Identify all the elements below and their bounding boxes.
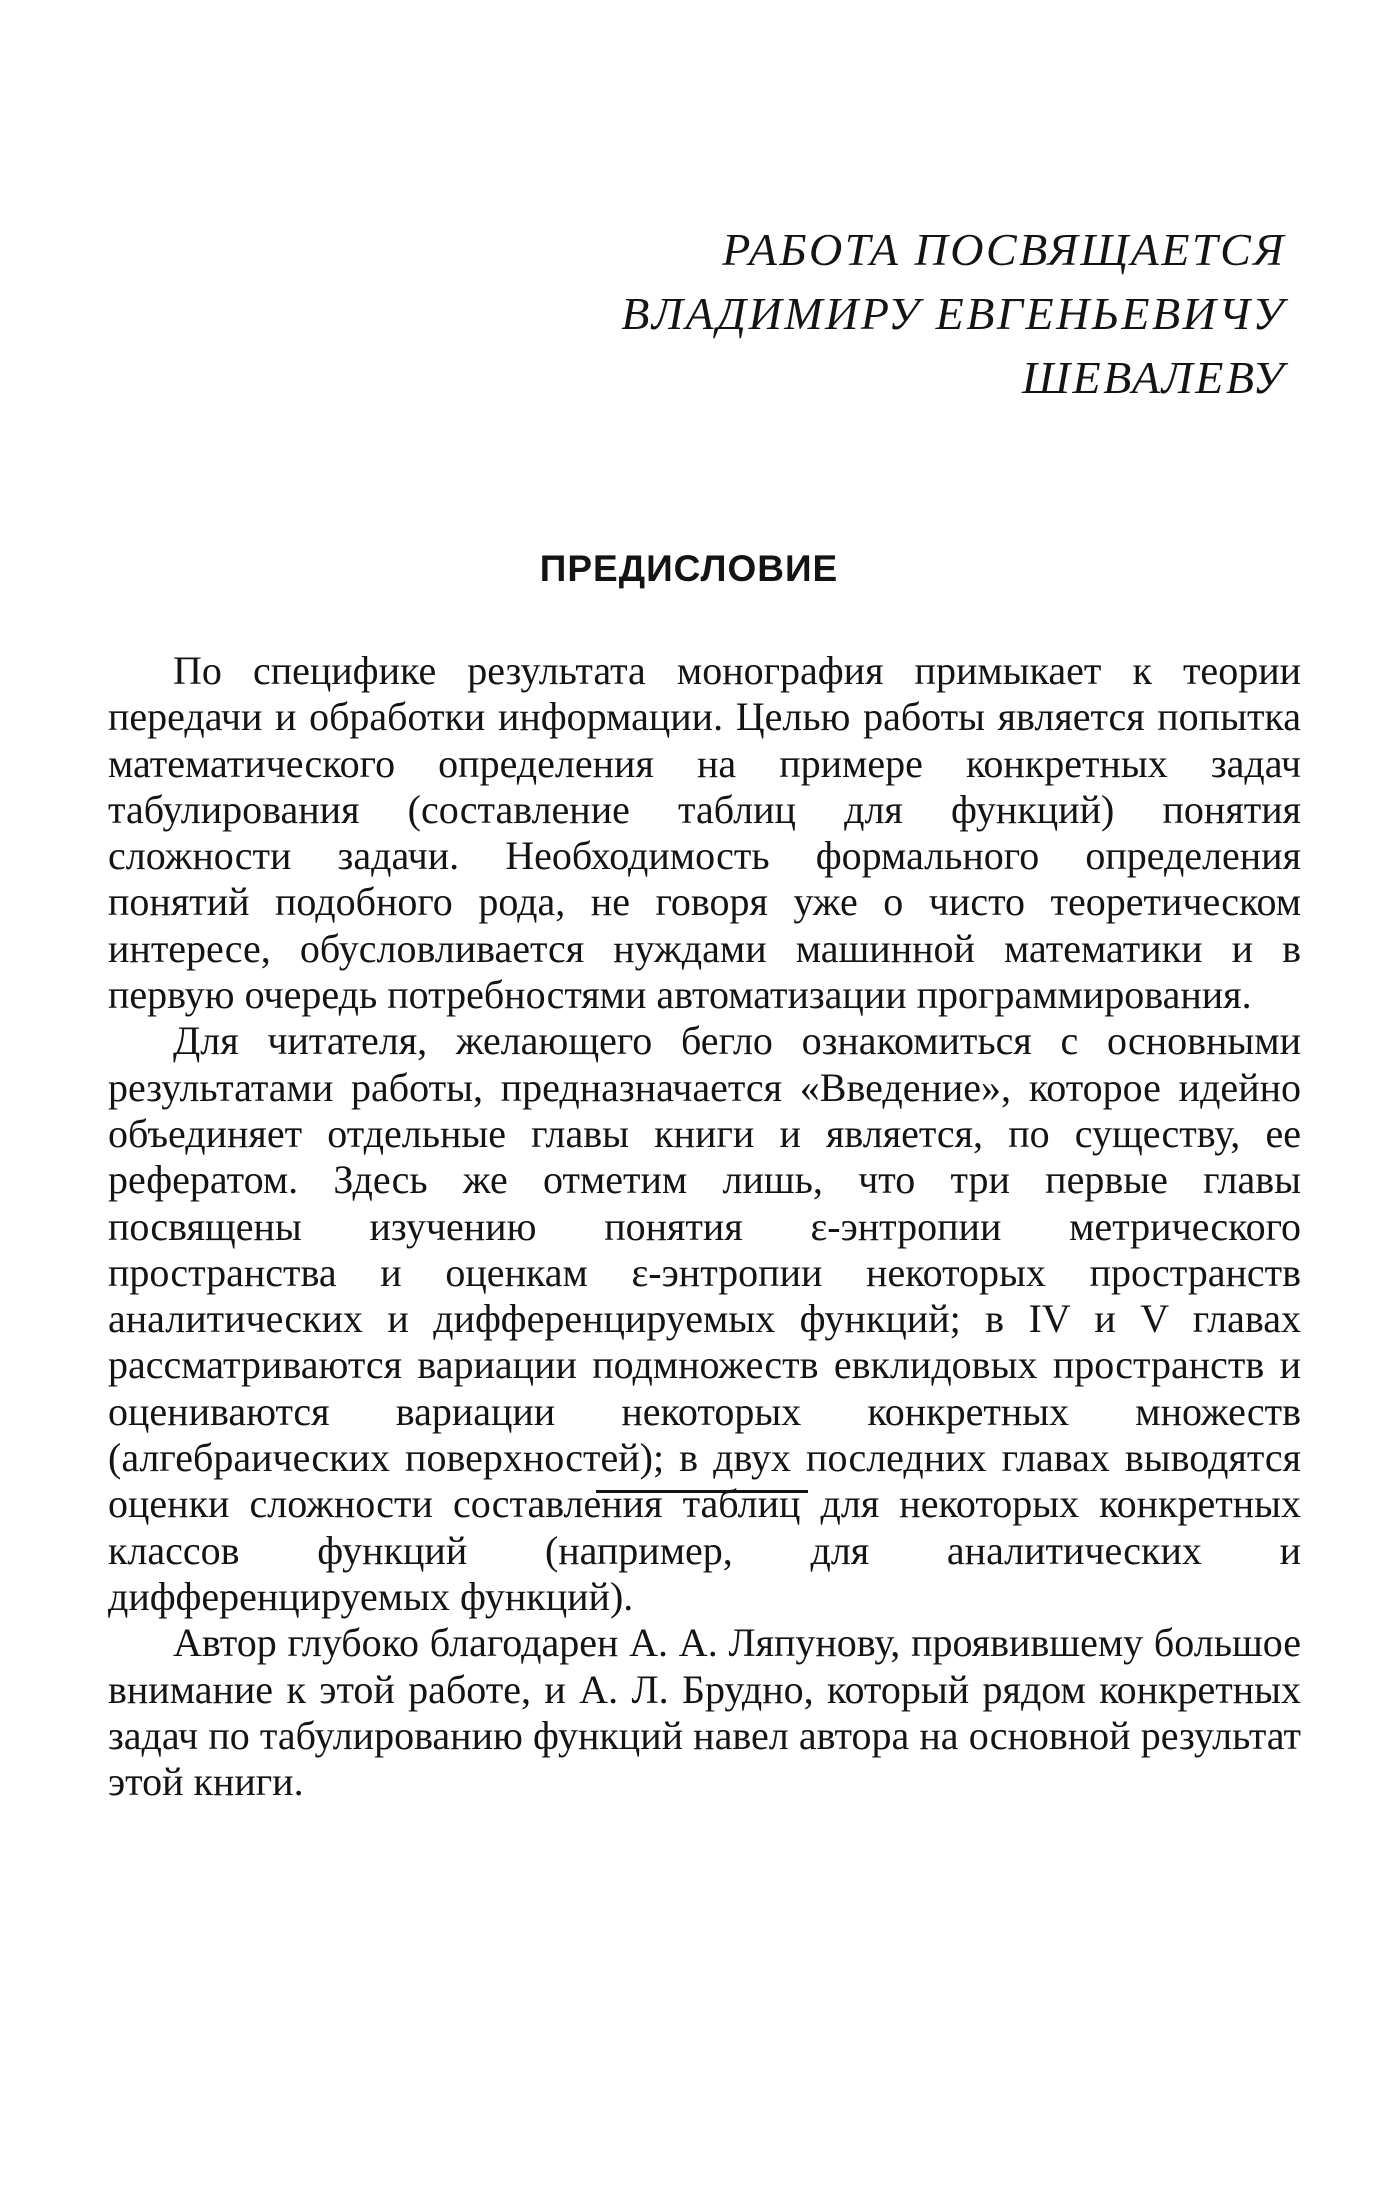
preface-heading: ПРЕДИСЛОВИЕ [539, 548, 839, 589]
dedication [386, 218, 1286, 410]
preface-paragraph: По специфике результата монография примыкает к теории передачи и обработки информации. Целью работы является попытка математического определения на примере конкретных задач табулирования (составление таблиц для функций) понятия сложности задачи. Необходимость формального определения понятий подобного рода, не говоря уже о чисто теоретическом интересе, обусловливается нуждами машинной математики и в первую очередь потребностями автоматизации программирования. [108, 648, 1301, 1018]
section-divider [596, 1490, 808, 1493]
preface-body [108, 648, 1301, 1805]
preface-paragraph: Для читателя, желающего бегло ознакомиться с основными результатами работы, предназначается «Введение», которое идейно объединяет отдельные главы книги и является, по существу, ее рефератом. Здесь же отметим лишь, что три первые главы посвящены изучению понятия ε-энтропии метрического пространства и оценкам ε-энтропии некоторых пространств аналитических и дифференцируемых функций; в IV и V главах рассматриваются вариации подмножеств евклидовых пространств и оцениваются вариации некоторых конкретных множеств (алгебраических поверхностей); в двух последних главах выводятся оценки сложности составления таблиц для некоторых конкретных классов функций (например, для аналитических и дифференцируемых функций). [108, 1018, 1301, 1619]
preface-paragraph: Автор глубоко благодарен А. А. Ляпунову, проявившему большое внимание к этой работе, и А. Л. Брудно, который рядом конкретных задач по табулированию функций навел автора на основной результат этой книги. [108, 1620, 1301, 1805]
dedication-line: РАБОТА ПОСВЯЩАЕТСЯ [722, 224, 1286, 275]
dedication-line: ВЛАДИМИРУ ЕВГЕНЬЕВИЧУ [621, 288, 1286, 339]
dedication-line: ШЕВАЛЕВУ [1022, 352, 1286, 403]
